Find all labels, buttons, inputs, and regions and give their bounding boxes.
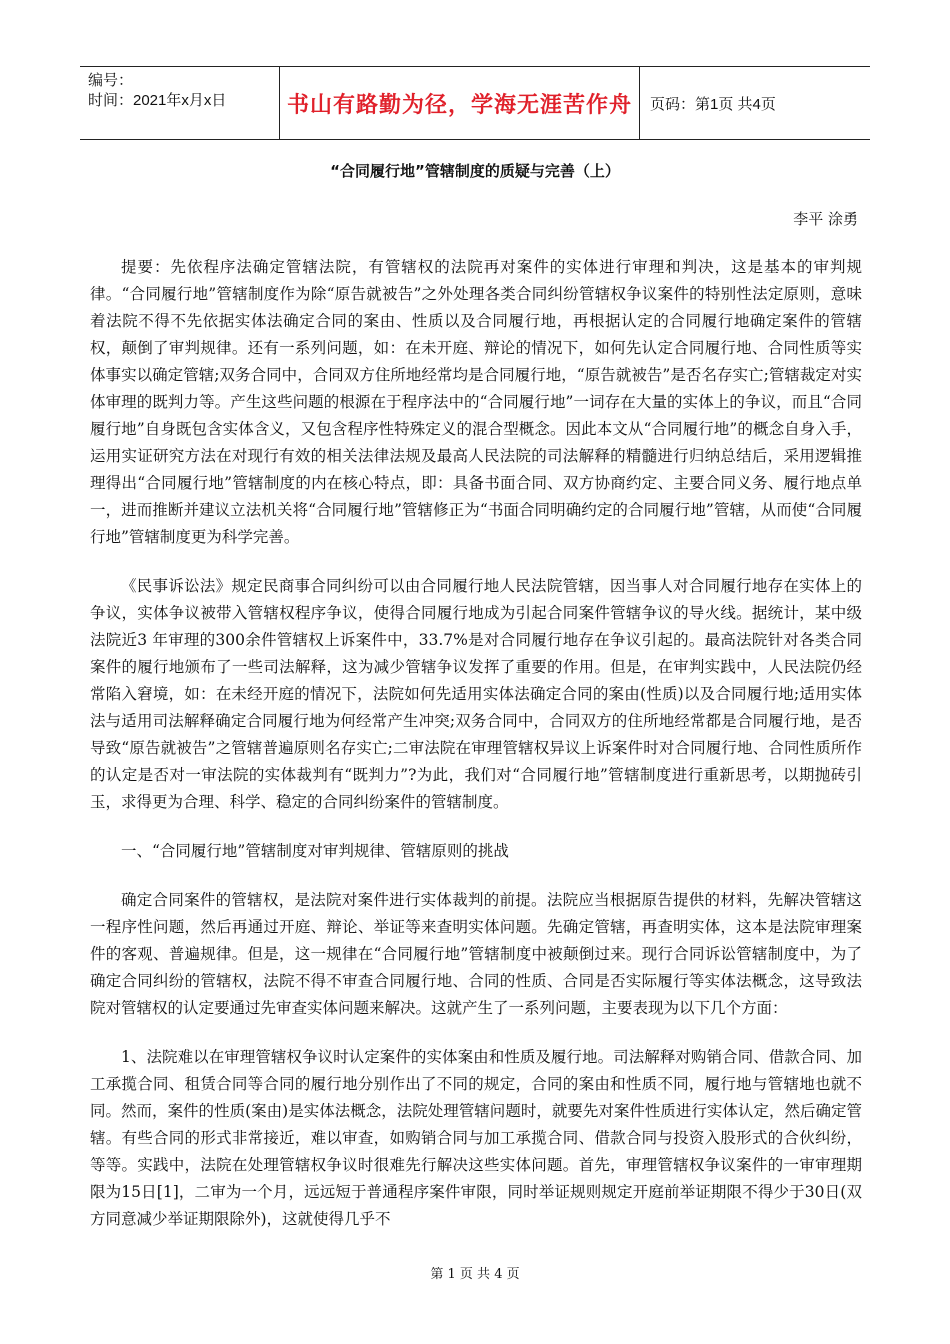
body-paragraph: 确定合同案件的管辖权，是法院对案件进行实体裁判的前提。法院应当根据原告提供的材料，先解决管辖这一程序性问题，然后再通过开庭、辩论、举证等来查明实体问题。先确定管辖，再查明实体，这本是法院审理案件的客观、普遍规律。但是，这一规律在“合同履行地”管辖制度中被颠倒过来。现行合同诉讼管辖制度中，为了确定合同纠纷的管辖权，法院不得不审查合同履行地、合同的性质、合同是否实际履行等实体法概念，这导致法院对管辖权的认定要通过先审查实体问题来解决。这就产生了一系列问题，主要表现为以下几个方面：	[90, 891, 862, 1017]
document-body	[90, 254, 862, 1233]
header-meta	[80, 67, 280, 139]
document-title: “合同履行地”管辖制度的质疑与完善（上）	[330, 162, 620, 180]
header-page-cell	[640, 67, 870, 139]
serial-number-label: 编号：	[88, 72, 134, 89]
header-motto-cell	[280, 67, 640, 139]
body-paragraph: 《民事诉讼法》规定民商事合同纠纷可以由合同履行地人民法院管辖，因当事人对合同履行地存在实体上的争议，实体争议被带入管辖权程序争议，使得合同履行地成为引起合同案件管辖争议的导火线。据统计，某中级法院近3 年审理的300余件管辖权上诉案件中，33.7%是对合同履行地存在争议引起的。最高法院针对各类合同案件的履行地颁布了一些司法解释，这为减少管辖争议发挥了重要的作用。但是，在审判实践中，人民法院仍经常陷入窘境，如：在未经开庭的情况下，法院如何先适用实体法确定合同的案由(性质)以及合同履行地;适用实体法与适用司法解释确定合同履行地为何经常产生冲突;双务合同中，合同双方的住所地经常都是合同履行地，是否导致“原告就被告”之管辖普遍原则名存实亡;二审法院在审理管辖权异议上诉案件时对合同履行地、合同性质所作的认定是否对一审法院的实体裁判有“既判力”?为此，我们对“合同履行地”管辖制度进行重新思考，以期抛砖引玉，求得更为合理、科学、稳定的合同纠纷案件的管辖制度。	[90, 577, 862, 811]
abstract-paragraph: 提要：先依程序法确定管辖法院，有管辖权的法院再对案件的实体进行审理和判决，这是基本的审判规律。“合同履行地”管辖制度作为除“原告就被告”之外处理各类合同纠纷管辖权争议案件的特别性法定原则，意味着法院不得不先依据实体法确定合同的案由、性质以及合同履行地，再根据认定的合同履行地确定案件的管辖权，颠倒了审判规律。还有一系列问题，如：在未开庭、辩论的情况下，如何先认定合同履行地、合同性质等实体事实以确定管辖;双务合同中，合同双方住所地经常均是合同履行地，“原告就被告”是否名存实亡;管辖裁定对实体审理的既判力等。产生这些问题的根源在于程序法中的“合同履行地”一词存在大量的实体上的争议，而且“合同履行地”自身既包含实体含义，又包含程序性特殊定义的混合型概念。因此本文从“合同履行地”的概念自身入手，运用实证研究方法在对现行有效的相关法律法规及最高人民法院的司法解释的精髓进行归纳总结后，采用逻辑推理得出“合同履行地”管辖制度的内在核心特点，即：具备书面合同、双方协商约定、主要合同义务、履行地点单一，进而推断并建议立法机关将“合同履行地”管辖修正为“书面合同明确约定的合同履行地”管辖，从而使“合同履行地”管辖制度更为科学完善。	[90, 258, 862, 546]
body-paragraph: 1、法院难以在审理管辖权争议时认定案件的实体案由和性质及履行地。司法解释对购销合同、借款合同、加工承揽合同、租赁合同等合同的履行地分别作出了不同的规定，合同的案由和性质不同，履行地与管辖地也就不同。然而，案件的性质(案由)是实体法概念，法院处理管辖问题时，就要先对案件性质进行实体认定，然后确定管辖。有些合同的形式非常接近，难以审查，如购销合同与加工承揽合同、借款合同与投资入股形式的合伙纠纷，等等。实践中，法院在处理管辖权争议时很难先行解决这些实体问题。首先，审理管辖权争议案件的一审审理期限为15日[1]，二审为一个月，远远短于普通程序案件审限，同时举证规则规定开庭前举证期限不得少于30日(双方同意减少举证期限除外)，这就使得几乎不	[90, 1048, 862, 1228]
time-label: 时间：2021年x月x日	[88, 92, 227, 109]
header-page-number: 页码：第1页 共4页	[650, 95, 776, 113]
header-motto: 书山有路勤为径，学海无涯苦作舟	[286, 92, 632, 118]
section-heading: 一、“合同履行地”管辖制度对审判规律、管辖原则的挑战	[121, 842, 509, 860]
page-footer: 第 1 页 共 4 页	[430, 1267, 520, 1282]
page-header	[80, 66, 870, 140]
document-author: 李平 涂勇	[793, 210, 858, 228]
